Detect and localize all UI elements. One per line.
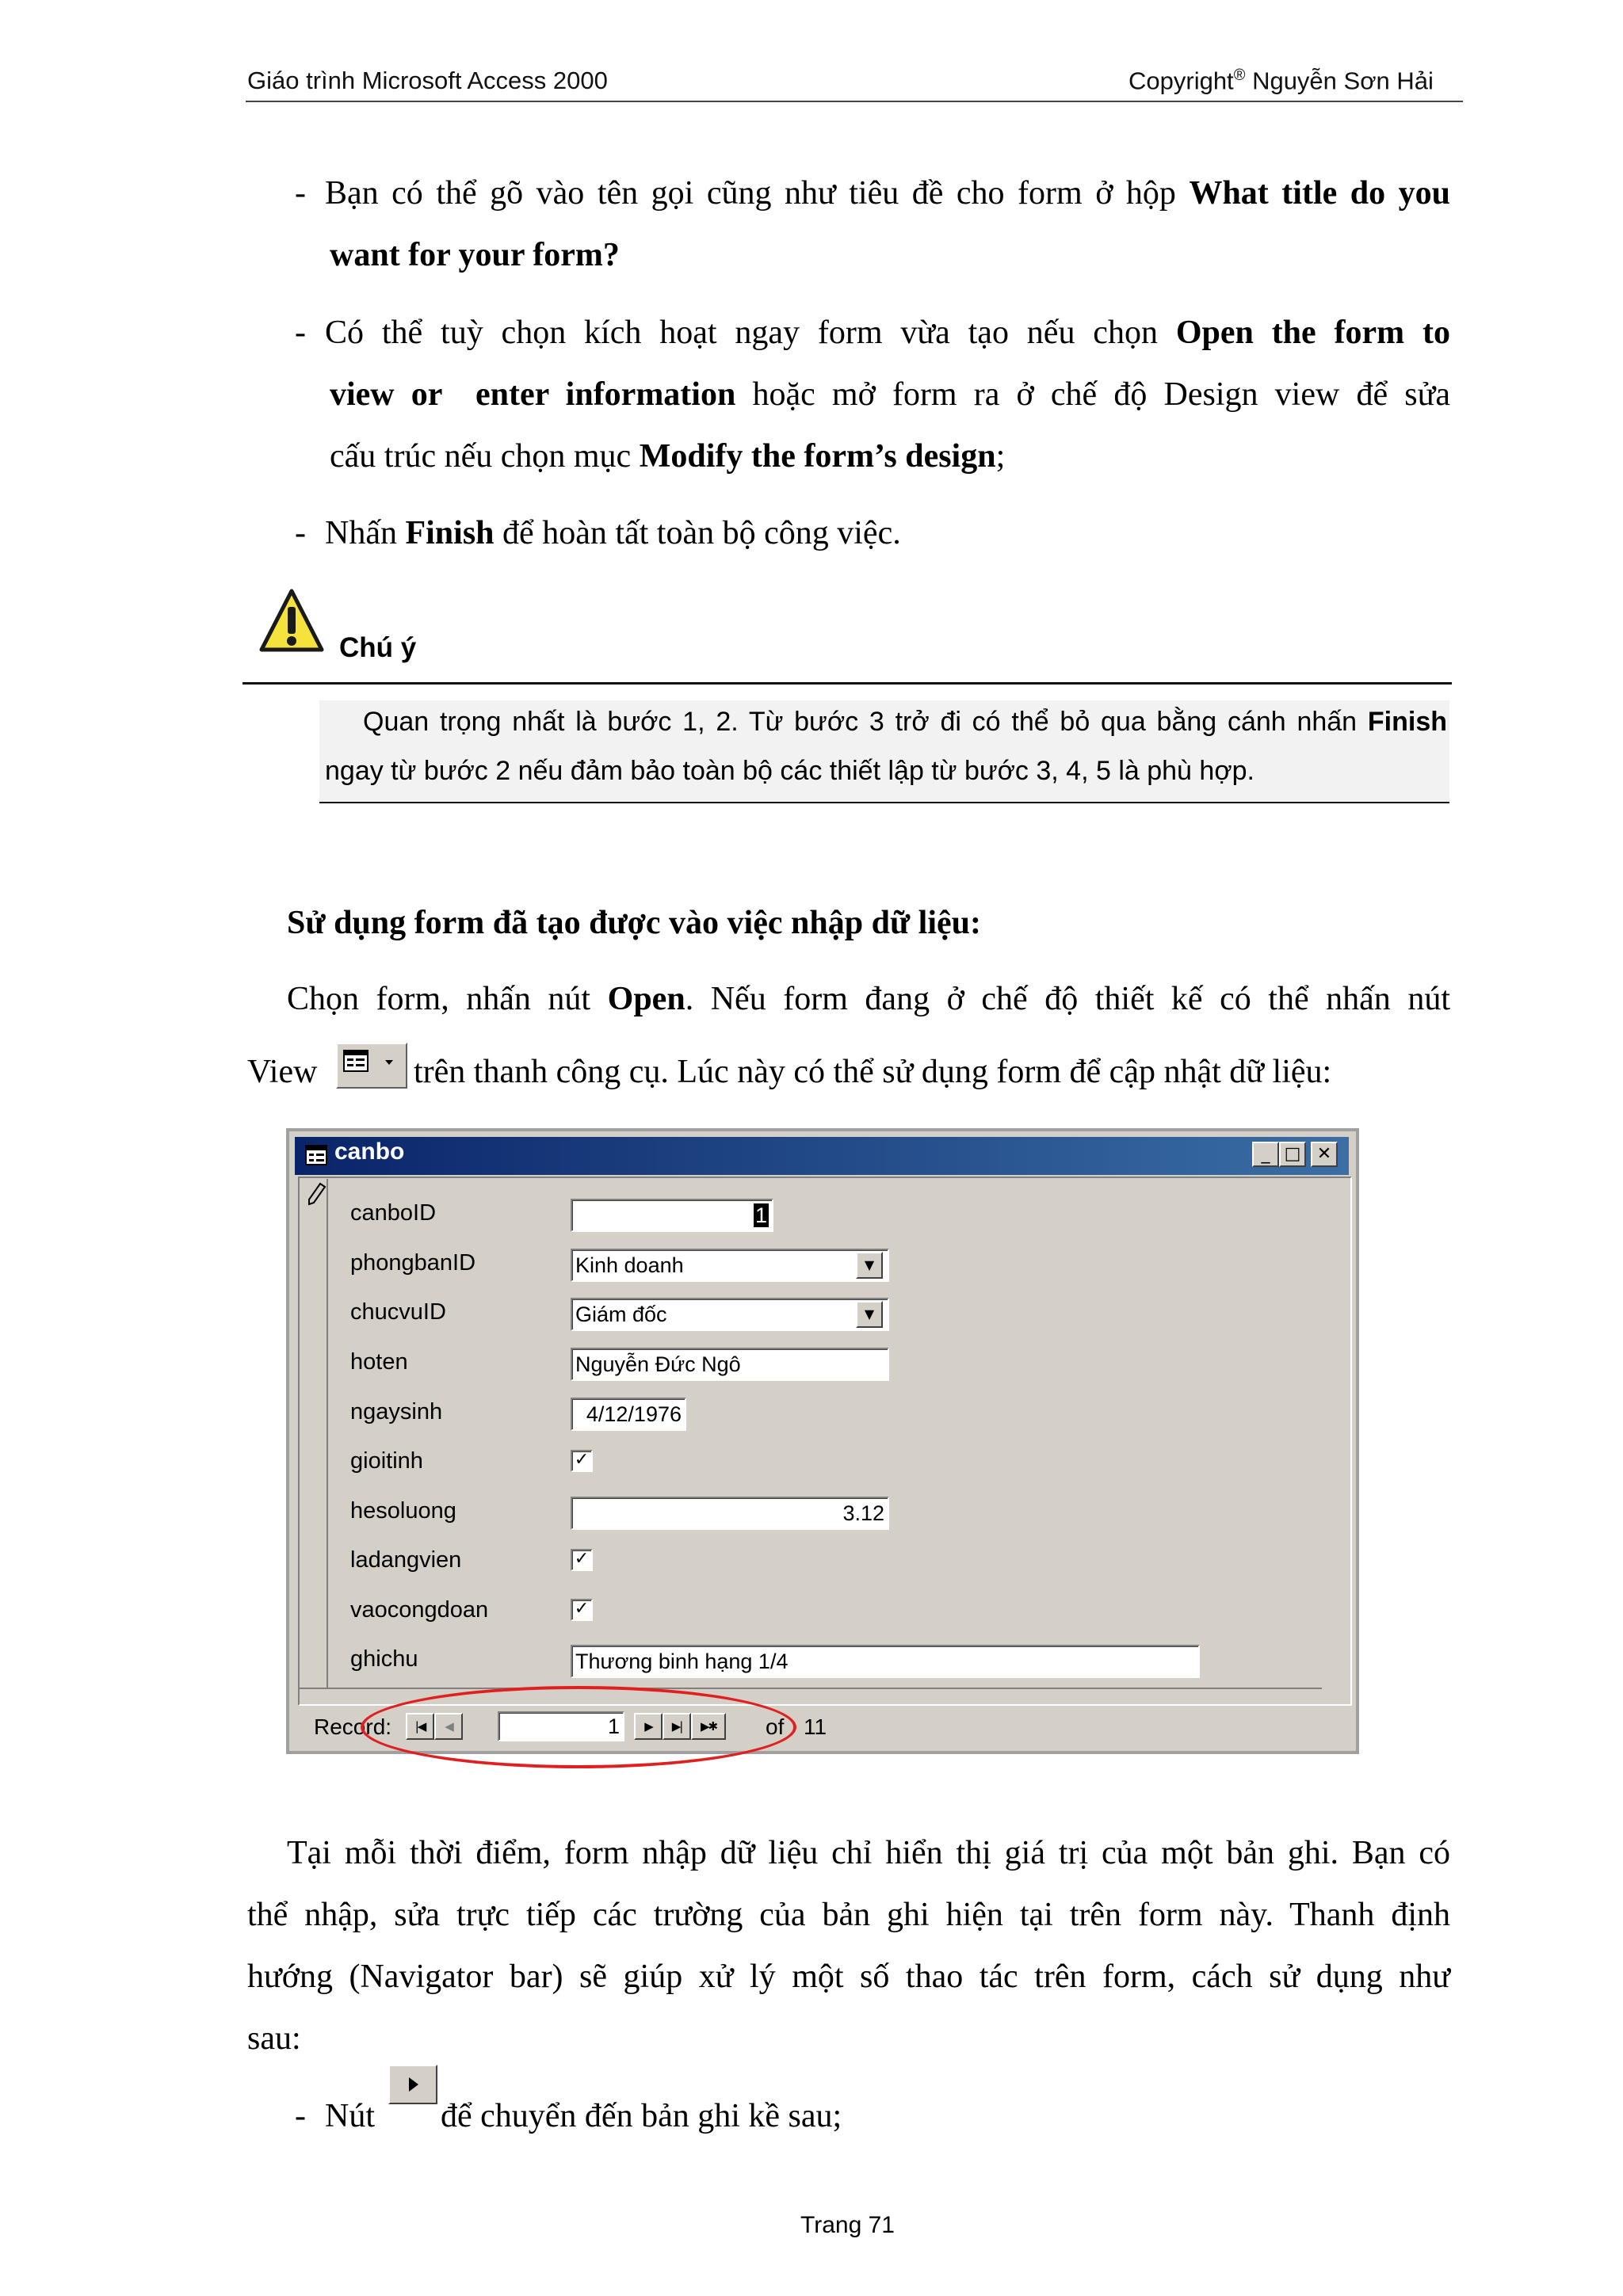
- record-of-label: of: [766, 1714, 785, 1739]
- last-record-icon[interactable]: ▶|: [663, 1713, 691, 1740]
- note-text-1: Quan trọng nhất là bước 1, 2. Từ bước 3 trở đi có thể bỏ qua bằng cánh nhấn: [363, 707, 1358, 737]
- header-right: [1128, 67, 1434, 95]
- form-icon: [304, 1144, 328, 1166]
- bullet-2-bold: Open the form to: [1175, 315, 1450, 351]
- record-selector[interactable]: [300, 1179, 328, 1689]
- field-label-chucvuid: chucvuID: [350, 1299, 446, 1325]
- bullet-dash: -: [295, 315, 306, 351]
- field-canboid[interactable]: [571, 1199, 773, 1232]
- section-p1-pre: Chọn form, nhấn nút: [287, 981, 591, 1017]
- bullet-2-line-2: [330, 364, 1450, 425]
- bullet-2-bold-2: view or enter information: [330, 376, 736, 413]
- field-label-ngaysinh: ngaysinh: [350, 1399, 443, 1425]
- record-total: 11: [804, 1714, 827, 1739]
- note-line-1: [325, 697, 1447, 746]
- field-label-vaocongdoan: vaocongdoan: [350, 1597, 489, 1623]
- section-para-1: [287, 968, 1450, 1030]
- bullet-3-post: để hoàn tất toàn bộ công việc.: [502, 515, 901, 551]
- after-para-line-1: Tại mỗi thời điểm, form nhập dữ liệu chỉ hiển thị giá trị của một bản ghi. Bạn có: [287, 1835, 1450, 1871]
- close-icon[interactable]: ✕: [1311, 1142, 1338, 1167]
- field-hesoluong[interactable]: 3.12: [571, 1497, 889, 1530]
- view-toolbar-button[interactable]: [336, 1043, 407, 1089]
- bullet-2-end: ;: [995, 438, 1006, 475]
- bullet-2-text: Có thể tuỳ chọn kích hoạt ngay form vừa tạo nếu chọn: [325, 315, 1158, 351]
- bullet-2-line-3: [330, 425, 1005, 487]
- field-phongbanid[interactable]: Kinh doanh: [571, 1249, 889, 1282]
- field-label-gioitinh: gioitinh: [350, 1448, 423, 1474]
- bullet-3-pre: Nhấn: [325, 515, 397, 551]
- section-p1-bold: Open: [607, 981, 685, 1017]
- previous-record-icon[interactable]: ◀: [434, 1713, 463, 1740]
- section-para-2-pre: View: [247, 1054, 318, 1090]
- after-para-line-4: sau:: [247, 2020, 301, 2057]
- field-chucvuid[interactable]: Giám đốc: [571, 1298, 889, 1331]
- bullet-1-bold: What title do you: [1189, 175, 1451, 212]
- bullet-4-pre: Nút: [325, 2098, 375, 2134]
- bullet-2-text-2: hoặc mở form ra ở chế độ Design view để sửa: [752, 376, 1450, 413]
- field-label-canboid: canboID: [350, 1200, 437, 1226]
- minimize-icon[interactable]: _: [1252, 1142, 1279, 1167]
- after-para-line-2: thể nhập, sửa trực tiếp các trường của bản ghi hiện tại trên form này. Thanh định: [247, 1897, 1450, 1933]
- window-title: canbo: [334, 1138, 405, 1165]
- bullet-1-line-2: [330, 224, 620, 286]
- bullet-2-text-3: cấu trúc nếu chọn mục: [330, 438, 632, 475]
- field-label-ghichu: ghichu: [350, 1646, 418, 1672]
- page-number: Trang 71: [800, 2212, 895, 2238]
- bullet-2-bold-3: Modify the form’s design: [639, 438, 996, 475]
- field-label-ladangvien: ladangvien: [350, 1547, 462, 1573]
- field-ngaysinh[interactable]: 4/12/1976: [571, 1398, 686, 1431]
- next-record-button-icon: [388, 2065, 437, 2104]
- form-view-icon: [338, 1044, 406, 1087]
- note-title: Chú ý: [339, 632, 417, 663]
- pencil-icon: [306, 1182, 327, 1206]
- new-record-icon[interactable]: ▶✱: [691, 1713, 726, 1740]
- note-bold: Finish: [1367, 707, 1448, 737]
- warning-icon: [258, 588, 325, 654]
- red-highlight-ellipse: [361, 1686, 796, 1768]
- bullet-3-bold: Finish: [405, 515, 495, 551]
- record-number-input[interactable]: 1: [498, 1711, 624, 1741]
- checkbox-vaocongdoan[interactable]: ✓: [571, 1599, 593, 1621]
- first-record-icon[interactable]: |◀: [406, 1713, 434, 1740]
- field-label-hesoluong: hesoluong: [350, 1498, 456, 1524]
- bullet-dash: -: [295, 2098, 306, 2134]
- field-ghichu[interactable]: Thương binh hạng 1/4: [571, 1645, 1200, 1678]
- chucvuid-dropdown-icon[interactable]: ▼: [856, 1301, 883, 1328]
- bullet-1-bold-2: want for your form?: [330, 237, 620, 273]
- record-label: Record:: [314, 1714, 392, 1739]
- field-hoten[interactable]: Nguyễn Đức Ngô: [571, 1348, 889, 1381]
- checkbox-gioitinh[interactable]: ✓: [571, 1450, 593, 1472]
- bullet-dash: -: [295, 175, 306, 212]
- section-heading: Sử dụng form đã tạo được vào việc nhập dữ liệu:: [287, 905, 981, 941]
- next-record-icon[interactable]: ▶: [634, 1713, 663, 1740]
- canboid-value: 1: [754, 1203, 767, 1227]
- section-para-2-post: trên thanh công cụ. Lúc này có thể sử dụng form để cập nhật dữ liệu:: [414, 1054, 1332, 1090]
- bullet-4-post: để chuyển đến bản ghi kề sau;: [441, 2098, 842, 2134]
- navigation-separator: [300, 1688, 1322, 1689]
- registered-mark: ®: [1233, 67, 1246, 84]
- maximize-icon[interactable]: □: [1279, 1142, 1306, 1167]
- field-label-phongbanid: phongbanID: [350, 1250, 476, 1276]
- header-left: Giáo trình Microsoft Access 2000: [247, 67, 608, 94]
- phongbanid-dropdown-icon[interactable]: ▼: [856, 1252, 883, 1279]
- section-p1-post: . Nếu form đang ở chế độ thiết kế có thể nhấn nút: [685, 981, 1451, 1017]
- bullet-3-line: [325, 502, 901, 564]
- window-titlebar[interactable]: [295, 1137, 1349, 1175]
- field-label-hoten: hoten: [350, 1349, 408, 1375]
- bullet-1-text: Bạn có thể gõ vào tên gọi cũng như tiêu đề cho form ở hộp: [325, 175, 1176, 212]
- checkbox-ladangvien[interactable]: ✓: [571, 1549, 593, 1571]
- after-para-line-3: hướng (Navigator bar) sẽ giúp xử lý một số thao tác trên form, cách sử dụng như: [247, 1958, 1450, 1995]
- author-name: Nguyễn Sơn Hải: [1252, 67, 1434, 95]
- copyright-text: Copyright: [1128, 67, 1234, 95]
- bullet-2-line-1: [325, 302, 1450, 364]
- bullet-dash: -: [295, 515, 306, 551]
- note-rule: [242, 682, 1452, 685]
- header-rule: [246, 101, 1463, 102]
- bullet-1-line-1: [325, 162, 1450, 224]
- note-line-2: ngay từ bước 2 nếu đảm bảo toàn bộ các thiết lập từ bước 3, 4, 5 là phù hợp.: [325, 756, 1254, 786]
